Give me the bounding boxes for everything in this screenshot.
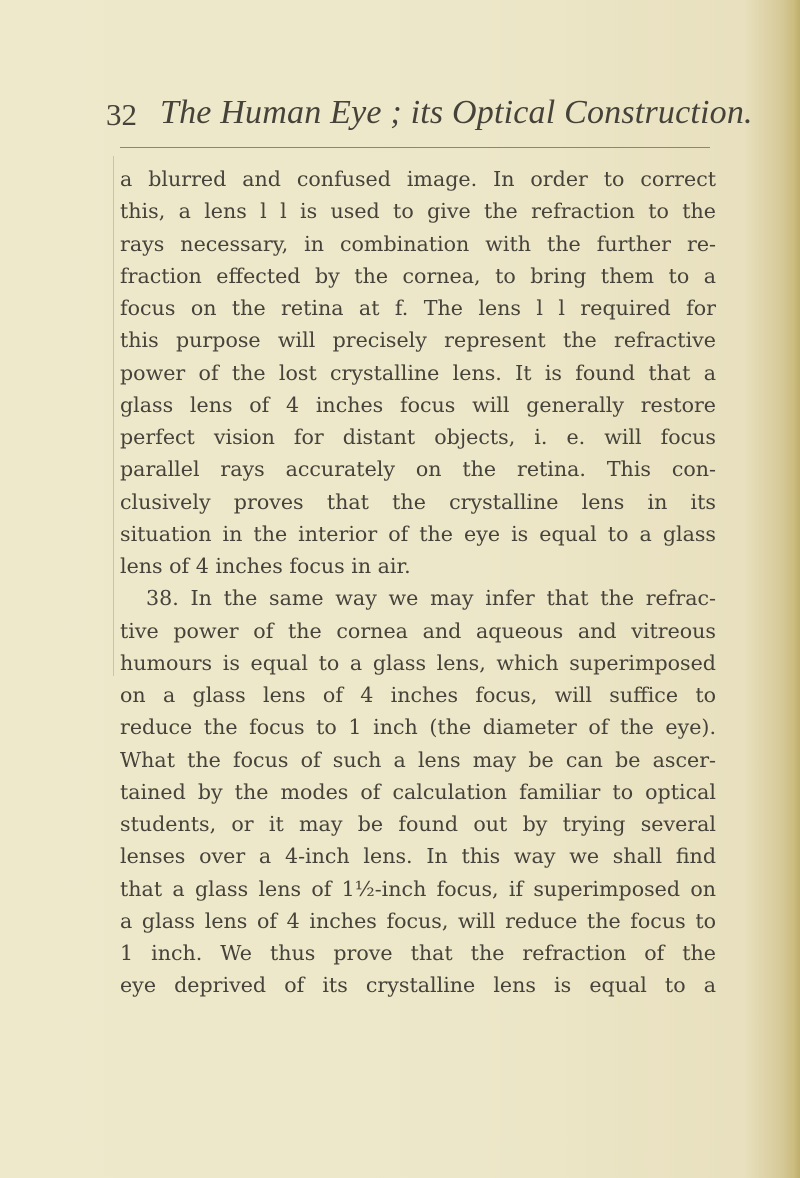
text-line: a glass lens of 4 inches focus, will reduce the focus to [120,908,716,933]
text-line: a blurred and confused image. In order to correct [120,167,716,191]
text-line: humours is equal to a glass lens, which superimposed [120,650,716,675]
text-line: power of the lost crystalline lens. It is found that a [120,360,716,385]
page-edge-shadow [784,0,800,1178]
text-line: glass lens of 4 inches focus will generally restore [120,392,716,417]
text-line: this, a lens l l is used to give the refraction to the [120,199,716,224]
text-line: clusively proves that the crystalline lens in its [120,489,716,514]
text-line: reduce the focus to 1 inch (the diameter of the eye). [120,715,716,740]
text-line: situation in the interior of the eye is equal to a glass [120,521,716,546]
paragraph-start-line: 38. In the same way we may infer that the refrac- [146,586,716,611]
text-line: rays necessary, in combination with the further re- [120,231,716,256]
text-line: What the focus of such a lens may be can be ascer- [120,747,716,772]
text-line: focus on the retina at f. The lens l l required for [120,296,716,320]
text-line: lenses over a 4-inch lens. In this way we shall find [120,844,716,869]
text-line: students, or it may be found out by trying several [120,812,716,836]
text-line: this purpose will precisely represent the refractive [120,328,716,353]
body-text [120,163,716,1002]
text-line: that a glass lens of 1½-inch focus, if superimposed on [120,876,716,901]
running-title: The Human Eye ; its Optical Construction. [160,94,753,131]
text-line: lens of 4 inches focus in air. [120,554,411,578]
text-line: perfect vision for distant objects, i. e. will focus [120,425,716,449]
header-rule [120,147,710,148]
text-line: tive power of the cornea and aqueous and vitreous [120,618,716,643]
page-number: 32 [106,97,137,132]
text-line: parallel rays accurately on the retina. This con- [120,457,716,482]
text-line: on a glass lens of 4 inches focus, will suffice to [120,683,716,707]
text-line: eye deprived of its crystalline lens is equal to a [120,973,716,998]
margin-rule [113,156,114,676]
text-line: 1 inch. We thus prove that the refraction of the [120,941,716,965]
text-line: tained by the modes of calculation familiar to optical [120,779,716,804]
text-line: fraction effected by the cornea, to bring them to a [120,263,716,288]
page-header [100,74,753,134]
